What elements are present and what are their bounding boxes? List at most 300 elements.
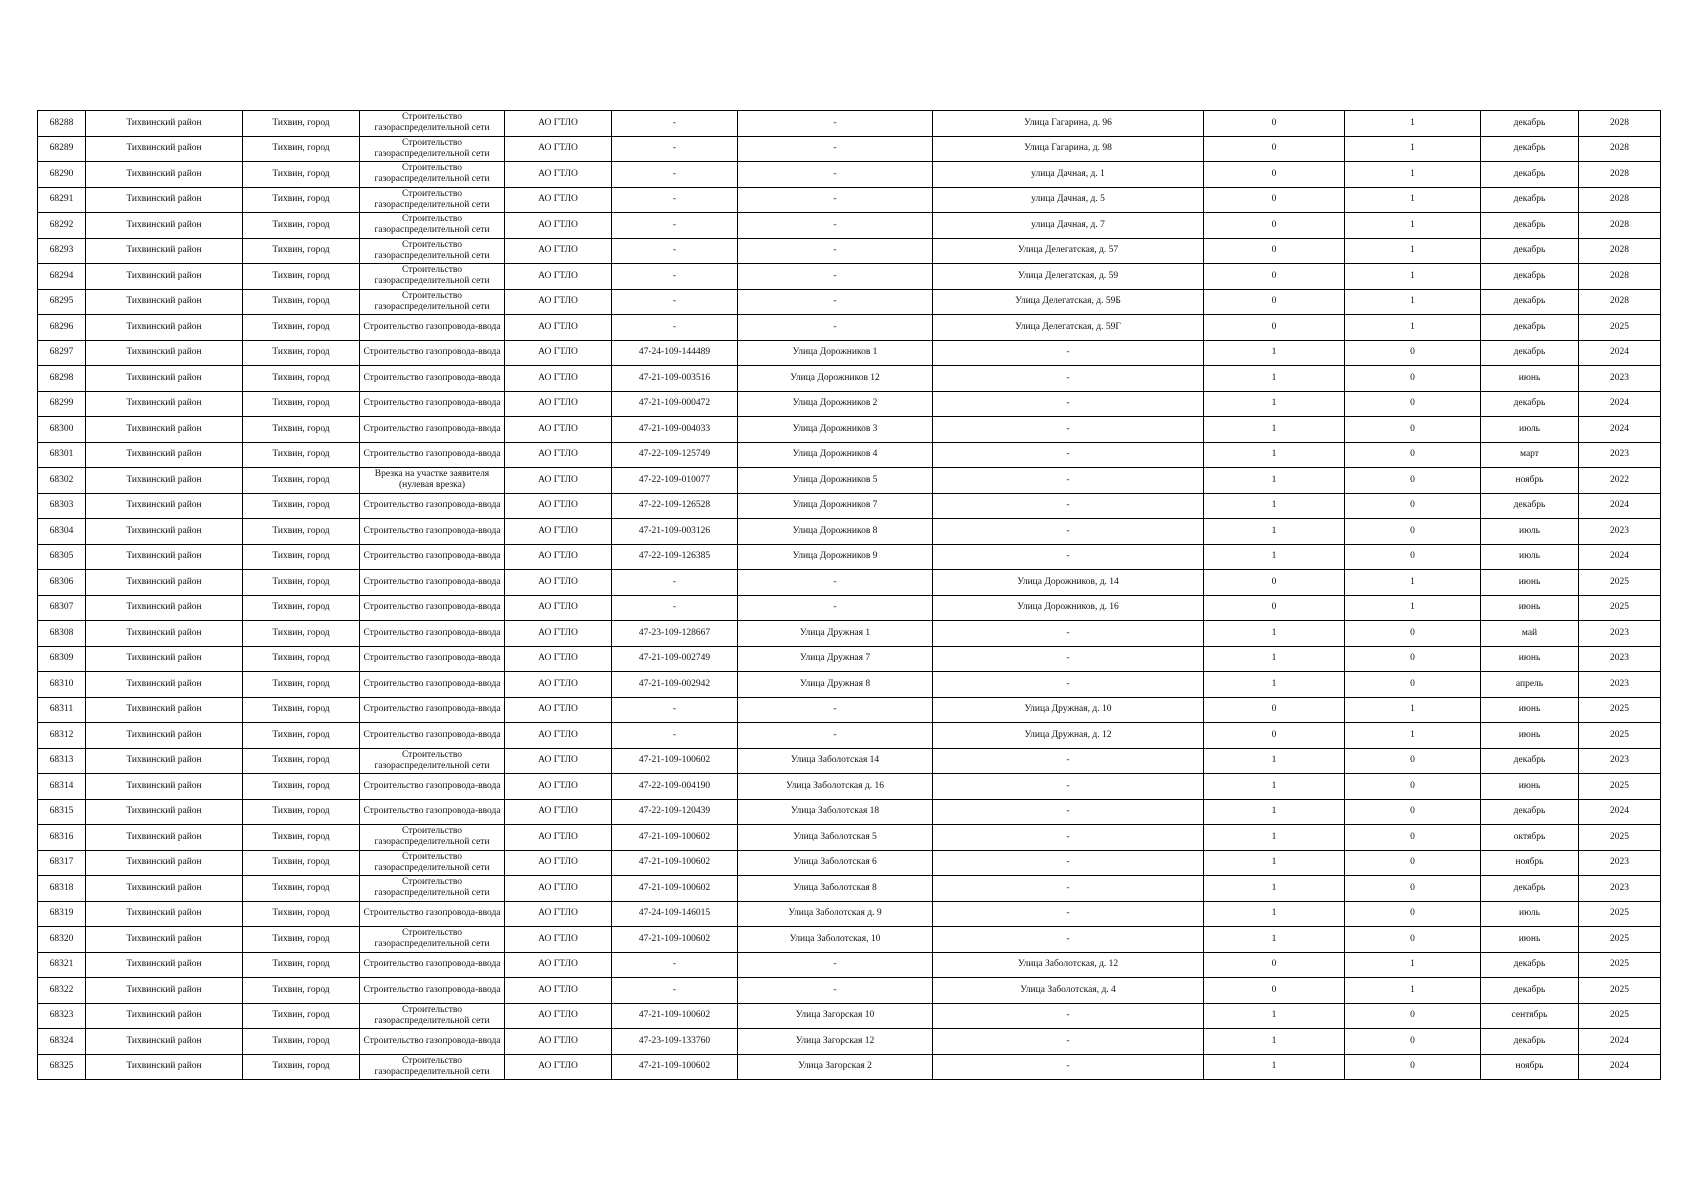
work-type-cell: Строительство газораспределительной сети <box>360 748 505 774</box>
year-cell: 2023 <box>1579 646 1661 672</box>
row-id-cell: 68324 <box>38 1029 86 1055</box>
flag-a-cell: 0 <box>1204 570 1345 596</box>
flag-a-cell: 0 <box>1204 595 1345 621</box>
row-id-cell: 68322 <box>38 978 86 1004</box>
operator-cell: АО ГТЛО <box>505 213 612 239</box>
flag-b-cell: 0 <box>1345 468 1481 494</box>
month-cell: декабрь <box>1481 340 1579 366</box>
object-address-cell: Улица Дружная 1 <box>738 621 933 647</box>
house-address-cell: улица Дачная, д. 1 <box>933 162 1204 188</box>
house-address-cell: - <box>933 901 1204 927</box>
work-type-cell: Строительство газопровода-ввода <box>360 646 505 672</box>
year-cell: 2023 <box>1579 442 1661 468</box>
operator-cell: АО ГТЛО <box>505 315 612 341</box>
work-type-cell: Строительство газораспределительной сети <box>360 264 505 290</box>
table-row <box>38 774 1661 800</box>
flag-b-cell: 0 <box>1345 850 1481 876</box>
house-address-cell: - <box>933 417 1204 443</box>
cadastral-number-cell: 47-22-109-126528 <box>612 493 738 519</box>
settlement-cell: Тихвин, город <box>243 340 360 366</box>
object-address-cell: Улица Загорская 10 <box>738 1003 933 1029</box>
row-id-cell: 68317 <box>38 850 86 876</box>
work-type-cell: Строительство газопровода-ввода <box>360 391 505 417</box>
settlement-cell: Тихвин, город <box>243 723 360 749</box>
row-id-cell: 68325 <box>38 1054 86 1080</box>
flag-b-cell: 0 <box>1345 927 1481 953</box>
row-id-cell: 68321 <box>38 952 86 978</box>
month-cell: декабрь <box>1481 289 1579 315</box>
house-address-cell: Улица Делегатская, д. 59Г <box>933 315 1204 341</box>
work-type-cell: Строительство газопровода-ввода <box>360 799 505 825</box>
work-type-cell: Строительство газораспределительной сети <box>360 825 505 851</box>
flag-a-cell: 1 <box>1204 1003 1345 1029</box>
flag-a-cell: 0 <box>1204 162 1345 188</box>
year-cell: 2024 <box>1579 799 1661 825</box>
work-type-cell: Строительство газораспределительной сети <box>360 162 505 188</box>
flag-b-cell: 1 <box>1345 162 1481 188</box>
settlement-cell: Тихвин, город <box>243 162 360 188</box>
flag-b-cell: 0 <box>1345 1029 1481 1055</box>
object-address-cell: - <box>738 978 933 1004</box>
house-address-cell: - <box>933 544 1204 570</box>
row-id-cell: 68320 <box>38 927 86 953</box>
month-cell: ноябрь <box>1481 1054 1579 1080</box>
flag-b-cell: 0 <box>1345 876 1481 902</box>
house-address-cell: - <box>933 519 1204 545</box>
settlement-cell: Тихвин, город <box>243 1054 360 1080</box>
cadastral-number-cell: 47-21-109-100602 <box>612 850 738 876</box>
table-row <box>38 366 1661 392</box>
month-cell: июль <box>1481 901 1579 927</box>
month-cell: декабрь <box>1481 799 1579 825</box>
year-cell: 2024 <box>1579 340 1661 366</box>
flag-a-cell: 1 <box>1204 646 1345 672</box>
row-id-cell: 68293 <box>38 238 86 264</box>
settlement-cell: Тихвин, город <box>243 366 360 392</box>
settlement-cell: Тихвин, город <box>243 952 360 978</box>
district-cell: Тихвинский район <box>86 1003 243 1029</box>
cadastral-number-cell: - <box>612 697 738 723</box>
table-row <box>38 187 1661 213</box>
row-id-cell: 68297 <box>38 340 86 366</box>
table-row <box>38 978 1661 1004</box>
year-cell: 2024 <box>1579 1054 1661 1080</box>
district-cell: Тихвинский район <box>86 748 243 774</box>
object-address-cell: Улица Дорожников 9 <box>738 544 933 570</box>
flag-b-cell: 1 <box>1345 978 1481 1004</box>
table-row <box>38 289 1661 315</box>
house-address-cell: - <box>933 927 1204 953</box>
house-address-cell: Улица Дорожников, д. 14 <box>933 570 1204 596</box>
flag-b-cell: 1 <box>1345 213 1481 239</box>
row-id-cell: 68313 <box>38 748 86 774</box>
object-address-cell: - <box>738 570 933 596</box>
object-address-cell: Улица Заболотская 18 <box>738 799 933 825</box>
month-cell: декабрь <box>1481 213 1579 239</box>
house-address-cell: Улица Дружная, д. 12 <box>933 723 1204 749</box>
operator-cell: АО ГТЛО <box>505 850 612 876</box>
cadastral-number-cell: - <box>612 238 738 264</box>
cadastral-number-cell: 47-24-109-144489 <box>612 340 738 366</box>
district-cell: Тихвинский район <box>86 162 243 188</box>
table-row <box>38 901 1661 927</box>
work-type-cell: Строительство газопровода-ввода <box>360 493 505 519</box>
cadastral-number-cell: 47-22-109-125749 <box>612 442 738 468</box>
cadastral-number-cell: 47-24-109-146015 <box>612 901 738 927</box>
flag-b-cell: 1 <box>1345 238 1481 264</box>
year-cell: 2025 <box>1579 723 1661 749</box>
year-cell: 2024 <box>1579 544 1661 570</box>
row-id-cell: 68294 <box>38 264 86 290</box>
cadastral-number-cell: - <box>612 264 738 290</box>
operator-cell: АО ГТЛО <box>505 825 612 851</box>
work-type-cell: Строительство газораспределительной сети <box>360 1003 505 1029</box>
operator-cell: АО ГТЛО <box>505 646 612 672</box>
house-address-cell: улица Дачная, д. 5 <box>933 187 1204 213</box>
district-cell: Тихвинский район <box>86 136 243 162</box>
flag-b-cell: 0 <box>1345 672 1481 698</box>
year-cell: 2028 <box>1579 162 1661 188</box>
flag-a-cell: 0 <box>1204 315 1345 341</box>
district-cell: Тихвинский район <box>86 978 243 1004</box>
year-cell: 2023 <box>1579 621 1661 647</box>
table-row <box>38 1029 1661 1055</box>
settlement-cell: Тихвин, город <box>243 1003 360 1029</box>
work-type-cell: Строительство газопровода-ввода <box>360 774 505 800</box>
year-cell: 2025 <box>1579 927 1661 953</box>
settlement-cell: Тихвин, город <box>243 748 360 774</box>
table-row <box>38 697 1661 723</box>
flag-a-cell: 0 <box>1204 264 1345 290</box>
cadastral-number-cell: 47-22-109-010077 <box>612 468 738 494</box>
cadastral-number-cell: - <box>612 723 738 749</box>
flag-a-cell: 1 <box>1204 748 1345 774</box>
month-cell: декабрь <box>1481 315 1579 341</box>
object-address-cell: - <box>738 136 933 162</box>
settlement-cell: Тихвин, город <box>243 927 360 953</box>
object-address-cell: Улица Заболотская 5 <box>738 825 933 851</box>
operator-cell: АО ГТЛО <box>505 238 612 264</box>
flag-a-cell: 1 <box>1204 519 1345 545</box>
district-cell: Тихвинский район <box>86 289 243 315</box>
operator-cell: АО ГТЛО <box>505 417 612 443</box>
district-cell: Тихвинский район <box>86 315 243 341</box>
year-cell: 2025 <box>1579 570 1661 596</box>
settlement-cell: Тихвин, город <box>243 1029 360 1055</box>
flag-a-cell: 0 <box>1204 238 1345 264</box>
month-cell: декабрь <box>1481 493 1579 519</box>
month-cell: сентябрь <box>1481 1003 1579 1029</box>
cadastral-number-cell: 47-22-109-004190 <box>612 774 738 800</box>
object-address-cell: Улица Дружная 8 <box>738 672 933 698</box>
flag-a-cell: 0 <box>1204 952 1345 978</box>
house-address-cell: - <box>933 1003 1204 1029</box>
table-row <box>38 111 1661 137</box>
flag-b-cell: 1 <box>1345 952 1481 978</box>
row-id-cell: 68288 <box>38 111 86 137</box>
district-cell: Тихвинский район <box>86 672 243 698</box>
cadastral-number-cell: 47-22-109-126385 <box>612 544 738 570</box>
flag-a-cell: 1 <box>1204 340 1345 366</box>
work-type-cell: Врезка на участке заявителя (нулевая врезка) <box>360 468 505 494</box>
settlement-cell: Тихвин, город <box>243 442 360 468</box>
house-address-cell: Улица Гагарина, д. 96 <box>933 111 1204 137</box>
operator-cell: АО ГТЛО <box>505 621 612 647</box>
operator-cell: АО ГТЛО <box>505 468 612 494</box>
table-row <box>38 238 1661 264</box>
operator-cell: АО ГТЛО <box>505 927 612 953</box>
row-id-cell: 68303 <box>38 493 86 519</box>
district-cell: Тихвинский район <box>86 442 243 468</box>
object-address-cell: - <box>738 238 933 264</box>
house-address-cell: - <box>933 366 1204 392</box>
operator-cell: АО ГТЛО <box>505 391 612 417</box>
house-address-cell: - <box>933 468 1204 494</box>
house-address-cell: Улица Дружная, д. 10 <box>933 697 1204 723</box>
house-address-cell: - <box>933 876 1204 902</box>
settlement-cell: Тихвин, город <box>243 978 360 1004</box>
month-cell: июнь <box>1481 366 1579 392</box>
object-address-cell: Улица Дружная 7 <box>738 646 933 672</box>
operator-cell: АО ГТЛО <box>505 340 612 366</box>
flag-b-cell: 1 <box>1345 570 1481 596</box>
flag-b-cell: 1 <box>1345 289 1481 315</box>
month-cell: июль <box>1481 519 1579 545</box>
flag-a-cell: 1 <box>1204 825 1345 851</box>
table-row <box>38 417 1661 443</box>
flag-a-cell: 1 <box>1204 850 1345 876</box>
house-address-cell: Улица Заболотская, д. 4 <box>933 978 1204 1004</box>
object-address-cell: Улица Заболотская 14 <box>738 748 933 774</box>
year-cell: 2028 <box>1579 111 1661 137</box>
month-cell: декабрь <box>1481 162 1579 188</box>
cadastral-number-cell: - <box>612 978 738 1004</box>
work-type-cell: Строительство газопровода-ввода <box>360 697 505 723</box>
house-address-cell: - <box>933 774 1204 800</box>
settlement-cell: Тихвин, город <box>243 519 360 545</box>
work-type-cell: Строительство газопровода-ввода <box>360 978 505 1004</box>
settlement-cell: Тихвин, город <box>243 876 360 902</box>
year-cell: 2025 <box>1579 315 1661 341</box>
year-cell: 2023 <box>1579 519 1661 545</box>
table-body <box>38 111 1661 1080</box>
flag-b-cell: 1 <box>1345 697 1481 723</box>
settlement-cell: Тихвин, город <box>243 417 360 443</box>
district-cell: Тихвинский район <box>86 1054 243 1080</box>
row-id-cell: 68308 <box>38 621 86 647</box>
flag-a-cell: 1 <box>1204 672 1345 698</box>
month-cell: июнь <box>1481 646 1579 672</box>
flag-a-cell: 0 <box>1204 111 1345 137</box>
operator-cell: АО ГТЛО <box>505 1029 612 1055</box>
row-id-cell: 68299 <box>38 391 86 417</box>
flag-b-cell: 0 <box>1345 825 1481 851</box>
district-cell: Тихвинский район <box>86 825 243 851</box>
year-cell: 2025 <box>1579 774 1661 800</box>
cadastral-number-cell: - <box>612 162 738 188</box>
flag-b-cell: 0 <box>1345 340 1481 366</box>
house-address-cell: - <box>933 391 1204 417</box>
table-row <box>38 468 1661 494</box>
house-address-cell: Улица Делегатская, д. 59 <box>933 264 1204 290</box>
flag-a-cell: 1 <box>1204 468 1345 494</box>
settlement-cell: Тихвин, город <box>243 570 360 596</box>
work-type-cell: Строительство газопровода-ввода <box>360 315 505 341</box>
work-type-cell: Строительство газопровода-ввода <box>360 417 505 443</box>
table-row <box>38 595 1661 621</box>
cadastral-number-cell: 47-21-109-100602 <box>612 748 738 774</box>
settlement-cell: Тихвин, город <box>243 621 360 647</box>
row-id-cell: 68291 <box>38 187 86 213</box>
work-type-cell: Строительство газораспределительной сети <box>360 850 505 876</box>
year-cell: 2025 <box>1579 952 1661 978</box>
flag-b-cell: 0 <box>1345 1054 1481 1080</box>
flag-a-cell: 1 <box>1204 621 1345 647</box>
gasification-table <box>37 110 1661 1080</box>
district-cell: Тихвинский район <box>86 952 243 978</box>
house-address-cell: - <box>933 672 1204 698</box>
house-address-cell: - <box>933 850 1204 876</box>
table-row <box>38 519 1661 545</box>
flag-b-cell: 0 <box>1345 493 1481 519</box>
year-cell: 2025 <box>1579 697 1661 723</box>
district-cell: Тихвинский район <box>86 391 243 417</box>
flag-a-cell: 0 <box>1204 723 1345 749</box>
flag-b-cell: 1 <box>1345 264 1481 290</box>
month-cell: декабрь <box>1481 1029 1579 1055</box>
settlement-cell: Тихвин, город <box>243 697 360 723</box>
house-address-cell: Улица Гагарина, д. 98 <box>933 136 1204 162</box>
cadastral-number-cell: - <box>612 595 738 621</box>
district-cell: Тихвинский район <box>86 493 243 519</box>
object-address-cell: - <box>738 111 933 137</box>
month-cell: ноябрь <box>1481 468 1579 494</box>
object-address-cell: Улица Заболотская, 10 <box>738 927 933 953</box>
settlement-cell: Тихвин, город <box>243 544 360 570</box>
district-cell: Тихвинский район <box>86 901 243 927</box>
object-address-cell: Улица Дорожников 1 <box>738 340 933 366</box>
house-address-cell: - <box>933 493 1204 519</box>
object-address-cell: Улица Заболотская 8 <box>738 876 933 902</box>
flag-a-cell: 0 <box>1204 697 1345 723</box>
flag-b-cell: 0 <box>1345 901 1481 927</box>
work-type-cell: Строительство газопровода-ввода <box>360 672 505 698</box>
month-cell: июнь <box>1481 595 1579 621</box>
operator-cell: АО ГТЛО <box>505 1054 612 1080</box>
row-id-cell: 68304 <box>38 519 86 545</box>
operator-cell: АО ГТЛО <box>505 493 612 519</box>
table-row <box>38 315 1661 341</box>
work-type-cell: Строительство газораспределительной сети <box>360 238 505 264</box>
cadastral-number-cell: 47-21-109-000472 <box>612 391 738 417</box>
work-type-cell: Строительство газопровода-ввода <box>360 595 505 621</box>
year-cell: 2023 <box>1579 850 1661 876</box>
house-address-cell: - <box>933 825 1204 851</box>
table-row <box>38 672 1661 698</box>
flag-b-cell: 0 <box>1345 774 1481 800</box>
settlement-cell: Тихвин, город <box>243 850 360 876</box>
district-cell: Тихвинский район <box>86 544 243 570</box>
object-address-cell: Улица Заболотская д. 16 <box>738 774 933 800</box>
district-cell: Тихвинский район <box>86 646 243 672</box>
work-type-cell: Строительство газораспределительной сети <box>360 111 505 137</box>
operator-cell: АО ГТЛО <box>505 723 612 749</box>
flag-b-cell: 1 <box>1345 136 1481 162</box>
work-type-cell: Строительство газопровода-ввода <box>360 442 505 468</box>
cadastral-number-cell: - <box>612 136 738 162</box>
table-row <box>38 340 1661 366</box>
cadastral-number-cell: - <box>612 289 738 315</box>
row-id-cell: 68305 <box>38 544 86 570</box>
house-address-cell: улица Дачная, д. 7 <box>933 213 1204 239</box>
month-cell: декабрь <box>1481 187 1579 213</box>
year-cell: 2028 <box>1579 289 1661 315</box>
work-type-cell: Строительство газопровода-ввода <box>360 952 505 978</box>
house-address-cell: - <box>933 621 1204 647</box>
house-address-cell: - <box>933 748 1204 774</box>
year-cell: 2024 <box>1579 493 1661 519</box>
flag-a-cell: 1 <box>1204 1029 1345 1055</box>
house-address-cell: - <box>933 646 1204 672</box>
table-row <box>38 646 1661 672</box>
district-cell: Тихвинский район <box>86 927 243 953</box>
object-address-cell: Улица Заболотская д. 9 <box>738 901 933 927</box>
cadastral-number-cell: 47-21-109-003126 <box>612 519 738 545</box>
cadastral-number-cell: 47-21-109-100602 <box>612 1054 738 1080</box>
work-type-cell: Строительство газопровода-ввода <box>360 723 505 749</box>
year-cell: 2025 <box>1579 901 1661 927</box>
table-row <box>38 850 1661 876</box>
settlement-cell: Тихвин, город <box>243 901 360 927</box>
work-type-cell: Строительство газораспределительной сети <box>360 187 505 213</box>
month-cell: декабрь <box>1481 136 1579 162</box>
district-cell: Тихвинский район <box>86 111 243 137</box>
document-page <box>37 110 1660 1080</box>
work-type-cell: Строительство газораспределительной сети <box>360 213 505 239</box>
cadastral-number-cell: 47-21-109-100602 <box>612 927 738 953</box>
settlement-cell: Тихвин, город <box>243 595 360 621</box>
object-address-cell: Улица Загорская 2 <box>738 1054 933 1080</box>
table-row <box>38 876 1661 902</box>
flag-a-cell: 1 <box>1204 417 1345 443</box>
house-address-cell: - <box>933 799 1204 825</box>
district-cell: Тихвинский район <box>86 366 243 392</box>
month-cell: декабрь <box>1481 876 1579 902</box>
flag-a-cell: 1 <box>1204 442 1345 468</box>
house-address-cell: - <box>933 340 1204 366</box>
table-row <box>38 264 1661 290</box>
table-row <box>38 213 1661 239</box>
year-cell: 2025 <box>1579 1003 1661 1029</box>
row-id-cell: 68314 <box>38 774 86 800</box>
flag-a-cell: 1 <box>1204 876 1345 902</box>
month-cell: июнь <box>1481 723 1579 749</box>
cadastral-number-cell: - <box>612 187 738 213</box>
flag-a-cell: 1 <box>1204 366 1345 392</box>
flag-a-cell: 1 <box>1204 1054 1345 1080</box>
district-cell: Тихвинский район <box>86 468 243 494</box>
operator-cell: АО ГТЛО <box>505 111 612 137</box>
work-type-cell: Строительство газопровода-ввода <box>360 366 505 392</box>
work-type-cell: Строительство газопровода-ввода <box>360 1029 505 1055</box>
district-cell: Тихвинский район <box>86 723 243 749</box>
month-cell: октябрь <box>1481 825 1579 851</box>
work-type-cell: Строительство газораспределительной сети <box>360 136 505 162</box>
object-address-cell: - <box>738 697 933 723</box>
flag-a-cell: 0 <box>1204 136 1345 162</box>
house-address-cell: Улица Дорожников, д. 16 <box>933 595 1204 621</box>
month-cell: декабрь <box>1481 238 1579 264</box>
